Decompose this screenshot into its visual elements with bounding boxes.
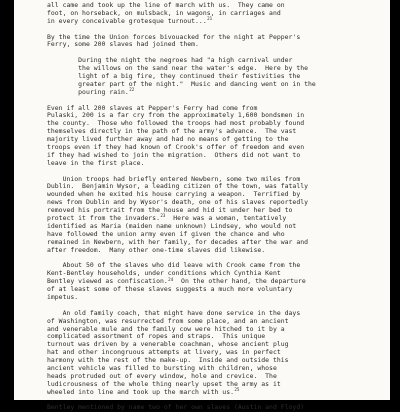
line-text: harmony with the rest of the make-up. Inside and outside this [47,356,289,365]
line-text: foot, on horseback, on mulsback, in wagons, in carriages and [47,8,281,17]
line-text: Bentley mentioned by name two of her own slaves (Austin and Floyd) [47,403,305,412]
line-text: of at least some of these slaves suggests a much more voluntary [47,285,293,294]
text-line [47,89,367,97]
line-text: removed his portrait from the house and hid it under her bed to [47,206,293,215]
text-line [47,294,367,302]
line-text: Kent-Bentley households, under conditions which Cynthia Kent [47,269,281,278]
line-text: all came and took up the line of march with us. They came on [47,1,285,9]
text-line [47,247,367,255]
line-text: greater part of the night." Music and dancing went on in the [47,79,316,88]
text-line [47,41,367,49]
line-text: troops even if they had known of Crook's offer of freedom and even [47,143,305,152]
line-text: complicated assortment of ropes and straps. This unique [47,332,266,341]
line-text-continued: On the other hand, the departure [173,277,306,286]
document-page [14,0,390,412]
line-text: identified as Maria (maiden name unknown) Lindsey, who would not [47,221,297,230]
line-text: and venerable mule and the family cow were hitched to it by a [47,324,285,333]
line-text: of Washington, was resurrected from some place, and an ancient [47,316,289,325]
text-line [47,286,367,294]
text-line [47,404,367,412]
line-text: protect it from the invaders. [47,214,160,223]
text-line [47,389,367,397]
footnote-marker: 23 [160,213,166,219]
line-text: if they had wished to join the migration. Others did not want to [47,150,301,159]
line-text: heads protruded out of every window, hole and crevice. The [47,371,277,380]
line-text: the willows on the sand near the water's edge. Here by the [47,64,309,73]
footnote-marker: 22 [129,87,135,93]
line-text: Pulaski, 200 is a far cry from the approximately 1,600 bondsmen in [47,111,305,120]
line-text: turnout was driven by a venerable coachman, whose ancient plug [47,340,289,349]
line-text: Union troops had briefly entered Newbern, some two miles from [47,174,301,183]
line-text: ludicrousness of the whole thing nearly upset the army as it [47,379,281,388]
text-line [47,18,367,26]
line-text: news from Dublin and by Wysor's death, one of his slaves reportedly [47,198,309,207]
line-text: wounded when he exited his house carrying a weapon. Terrified by [47,190,301,199]
footnote-marker: 25 [234,387,240,393]
line-text: Even if all 200 slaves at Pepper's Ferry had come from [47,103,258,112]
line-text: light of a big fire, they continued their festivities the [47,72,301,81]
line-text: in every conceivable grotesque turnout... [47,16,207,25]
line-text: themselves directly in the path of the army's advance. The vast [47,127,297,136]
line-text: By the time the Union forces bivouacked for the night at Pepper's [47,32,301,41]
line-text: ancient vehicle was filled to bursting with children, whose [47,363,277,372]
line-text: after freedom. Many other one-time slaves did likewise. [47,245,266,254]
line-text: the county. Those who followed the troops had most probably found [47,119,305,128]
text-line [47,160,367,168]
line-text: Dublin. Benjamin Wysor, a leading citizen of the town, was fatally [47,182,309,191]
footnote-marker: 24 [168,276,174,282]
line-text: hat and other incongruous attempts at livery, was in perfect [47,348,281,357]
line-text: Bentley viewed as confiscation. [47,277,168,286]
line-text: majority lived further away and had no means of getting to the [47,135,289,144]
line-text: impetus. [47,292,79,301]
line-text: During the night the negroes had "a high carnival under [47,56,293,65]
footnote-marker: 21 [207,16,213,22]
line-text: An old family coach, that might have done service in the days [47,308,301,317]
line-text: have followed the union army even if given the chance and who [47,229,285,238]
document-body [47,2,367,412]
line-text: Ferry, some 200 slaves had joined them. [47,40,199,49]
line-text: wheeled into line and took up the march with us. [47,387,234,396]
line-text: leave in the first place. [47,158,145,167]
line-text: About 50 of the slaves who did leave with Crook came from the [47,261,301,270]
line-text: pouring rain. [47,87,129,96]
line-text: remained in Newbern, with her family, for decades after the war and [47,237,309,246]
line-text-continued: Here was a woman, tentatively [165,214,287,223]
